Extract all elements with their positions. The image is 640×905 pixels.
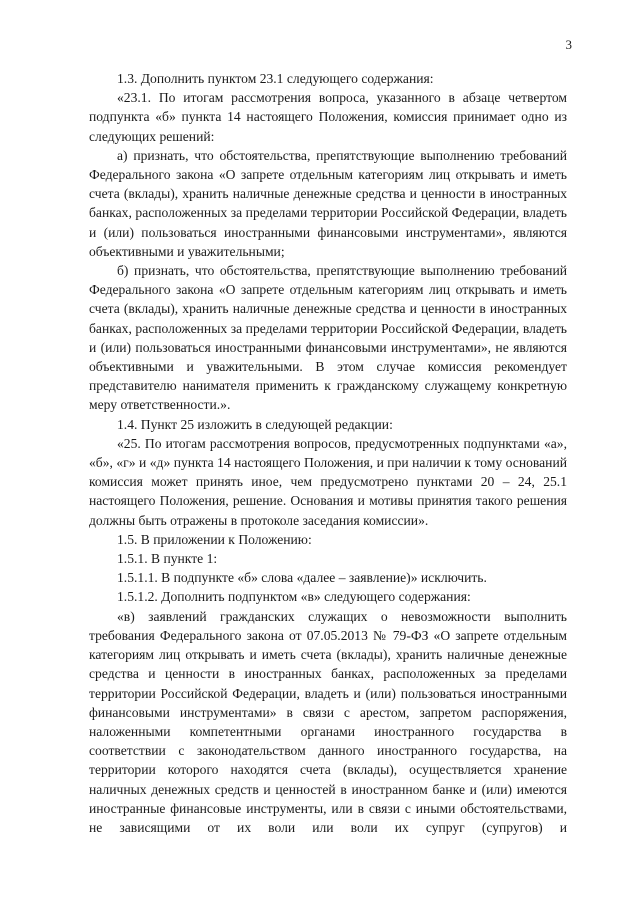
paragraph-1-5-1: 1.5.1. В пункте 1: <box>117 551 218 567</box>
paragraph-1-5-1-2: 1.5.1.2. Дополнить подпунктом «в» следующего содержания: <box>117 589 471 605</box>
paragraph-v: «в) заявлений гражданских служащих о невозможности выполнить требования Федерального закона от 07.05.2013 № 79-ФЗ «О запрете отдельным категориям лиц открывать и иметь счета (вклады), хранить наличные денежные средства и ценности в иностранных банках, расположенных за пределами территории Российской Федерации, владеть и (или) пользоваться иностранными финансовыми инструментами» в связи с арестом, запретом распоряжения, наложенными компетентными органами иностранного государства в соответствии с законодательством данного иностранного государства, на территории которого находятся счета (вклады), осуществляется хранение наличных денежных средств и ценностей в иностранном банке и (или) имеются иностранные финансовые инструменты, или в связи с иными обстоятельствами, не зависящими от их воли или воли их супруг (супругов) и <box>89 608 567 835</box>
paragraph-a: а) признать, что обстоятельства, препятствующие выполнению требований Федерального закона «О запрете отдельным категориям лиц открывать и иметь счета (вклады), хранить наличные денежные средства и ценности в иностранных банках, расположенных за пределами территории Российской Федерации, владеть и (или) пользоваться иностранными финансовыми инструментами», являются объективными и уважительными; <box>89 147 567 259</box>
paragraph-1-4: 1.4. Пункт 25 изложить в следующей редакции: <box>117 416 393 432</box>
paragraph-23-1: «23.1. По итогам рассмотрения вопроса, указанного в абзаце четвертом подпункта «б» пункта 14 настоящего Положения, комиссия принимает одно из следующих решений: <box>89 90 567 144</box>
paragraph-1-3: 1.3. Дополнить пунктом 23.1 следующего содержания: <box>117 71 434 86</box>
paragraph-1-5: 1.5. В приложении к Положению: <box>117 531 312 547</box>
paragraph-25: «25. По итогам рассмотрения вопросов, предусмотренных подпунктами «а», «б», «г» и «д» пункта 14 настоящего Положения, и при наличии к тому оснований комиссия может принять иное, чем предусмотрено пунктами 20 – 24, 25.1 настоящего Положения, решение. Основания и мотивы принятия такого решения должны быть отражены в протоколе заседания комиссии». <box>89 435 567 528</box>
document-body <box>89 69 567 837</box>
paragraph-1-5-1-1: 1.5.1.1. В подпункте «б» слова «далее – заявление)» исключить. <box>117 570 487 586</box>
paragraph-b: б) признать, что обстоятельства, препятствующие выполнению требований Федерального закона «О запрете отдельным категориям лиц открывать и иметь счета (вклады), хранить наличные денежные средства и ценности в иностранных банках, расположенных за пределами территории Российской Федерации, владеть и (или) пользоваться иностранными финансовыми инструментами», не являются объективными и уважительными. В этом случае комиссия рекомендует представителю нанимателя применить к гражданскому служащему конкретную меру ответственности.». <box>89 263 567 413</box>
page-number: 3 <box>565 37 572 52</box>
